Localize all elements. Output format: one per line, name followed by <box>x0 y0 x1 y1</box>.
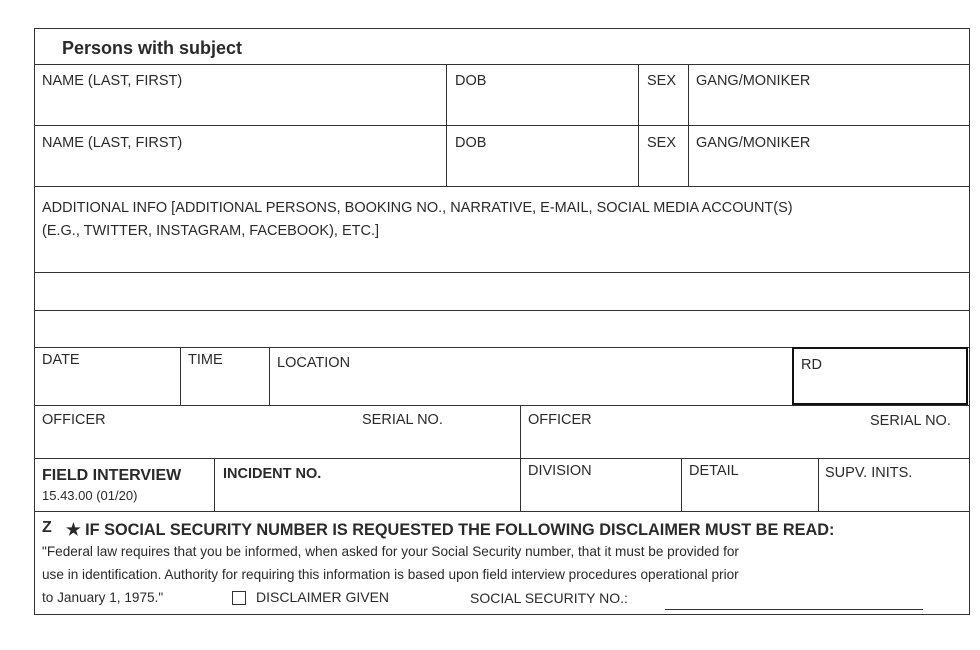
serial-label-2: SERIAL NO. <box>870 413 951 429</box>
rule <box>688 64 689 186</box>
rule <box>34 186 970 187</box>
ssn-label: SOCIAL SECURITY NO.: <box>470 590 628 606</box>
rule <box>180 347 181 405</box>
rule <box>214 458 215 511</box>
rule <box>520 405 521 458</box>
sex-label-1: SEX <box>647 73 677 89</box>
rule <box>818 458 819 511</box>
dob-label-2: DOB <box>455 135 487 151</box>
rule <box>34 125 970 126</box>
gang-label-1: GANG/MONIKER <box>696 73 811 89</box>
rule <box>520 458 521 511</box>
time-label: TIME <box>188 352 223 368</box>
rule <box>638 64 639 186</box>
officer-label-1: OFFICER <box>42 412 106 428</box>
date-label: DATE <box>42 352 80 368</box>
rule <box>446 64 447 186</box>
gang-label-2: GANG/MONIKER <box>696 135 811 151</box>
form-title: FIELD INTERVIEW <box>42 467 182 484</box>
disclaimer-text-3: to January 1, 1975." <box>42 590 164 605</box>
supv-label: SUPV. INITS. <box>825 465 913 481</box>
rule <box>681 458 682 511</box>
form-code: 15.43.00 (01/20) <box>42 488 138 503</box>
disclaimer-text-1: "Federal law requires that you be informed, when asked for your Social Security number, that it must be provided for <box>42 544 739 559</box>
disclaimer-mark: Z <box>42 519 52 536</box>
dob-label-1: DOB <box>455 73 487 89</box>
rule <box>34 405 970 406</box>
additional-info-label-cont: (E.G., TWITTER, INSTAGRAM, FACEBOOK), ETC.] <box>42 223 380 239</box>
disclaimer-given-label: DISCLAIMER GIVEN <box>256 589 390 605</box>
sex-label-2: SEX <box>647 135 677 151</box>
rule <box>269 347 270 405</box>
additional-info-label: ADDITIONAL INFO [ADDITIONAL PERSONS, BOOKING NO., NARRATIVE, E-MAIL, SOCIAL MEDIA ACCOUNT(S) <box>42 200 793 216</box>
ssn-input-line[interactable] <box>665 609 923 610</box>
name-label-2: NAME (LAST, FIRST) <box>42 135 183 151</box>
location-label: LOCATION <box>277 355 351 371</box>
disclaimer-text-2: use in identification. Authority for requiring this information is based upon field interview procedures operational prior <box>42 567 739 582</box>
rule <box>34 272 970 273</box>
disclaimer-heading: ★ IF SOCIAL SECURITY NUMBER IS REQUESTED THE FOLLOWING DISCLAIMER MUST BE READ: <box>66 521 835 539</box>
section-title: Persons with subject <box>62 38 243 58</box>
rule <box>34 64 970 65</box>
incident-label: INCIDENT NO. <box>223 466 322 482</box>
rd-label: RD <box>801 357 822 373</box>
detail-label: DETAIL <box>689 463 739 479</box>
rule <box>34 511 970 512</box>
serial-label-1: SERIAL NO. <box>362 412 443 428</box>
name-label-1: NAME (LAST, FIRST) <box>42 73 183 89</box>
division-label: DIVISION <box>528 463 592 479</box>
rule <box>34 458 970 459</box>
rule <box>34 310 970 311</box>
disclaimer-given-checkbox[interactable] <box>232 591 246 605</box>
officer-label-2: OFFICER <box>528 412 592 428</box>
rd-field[interactable] <box>792 347 968 405</box>
